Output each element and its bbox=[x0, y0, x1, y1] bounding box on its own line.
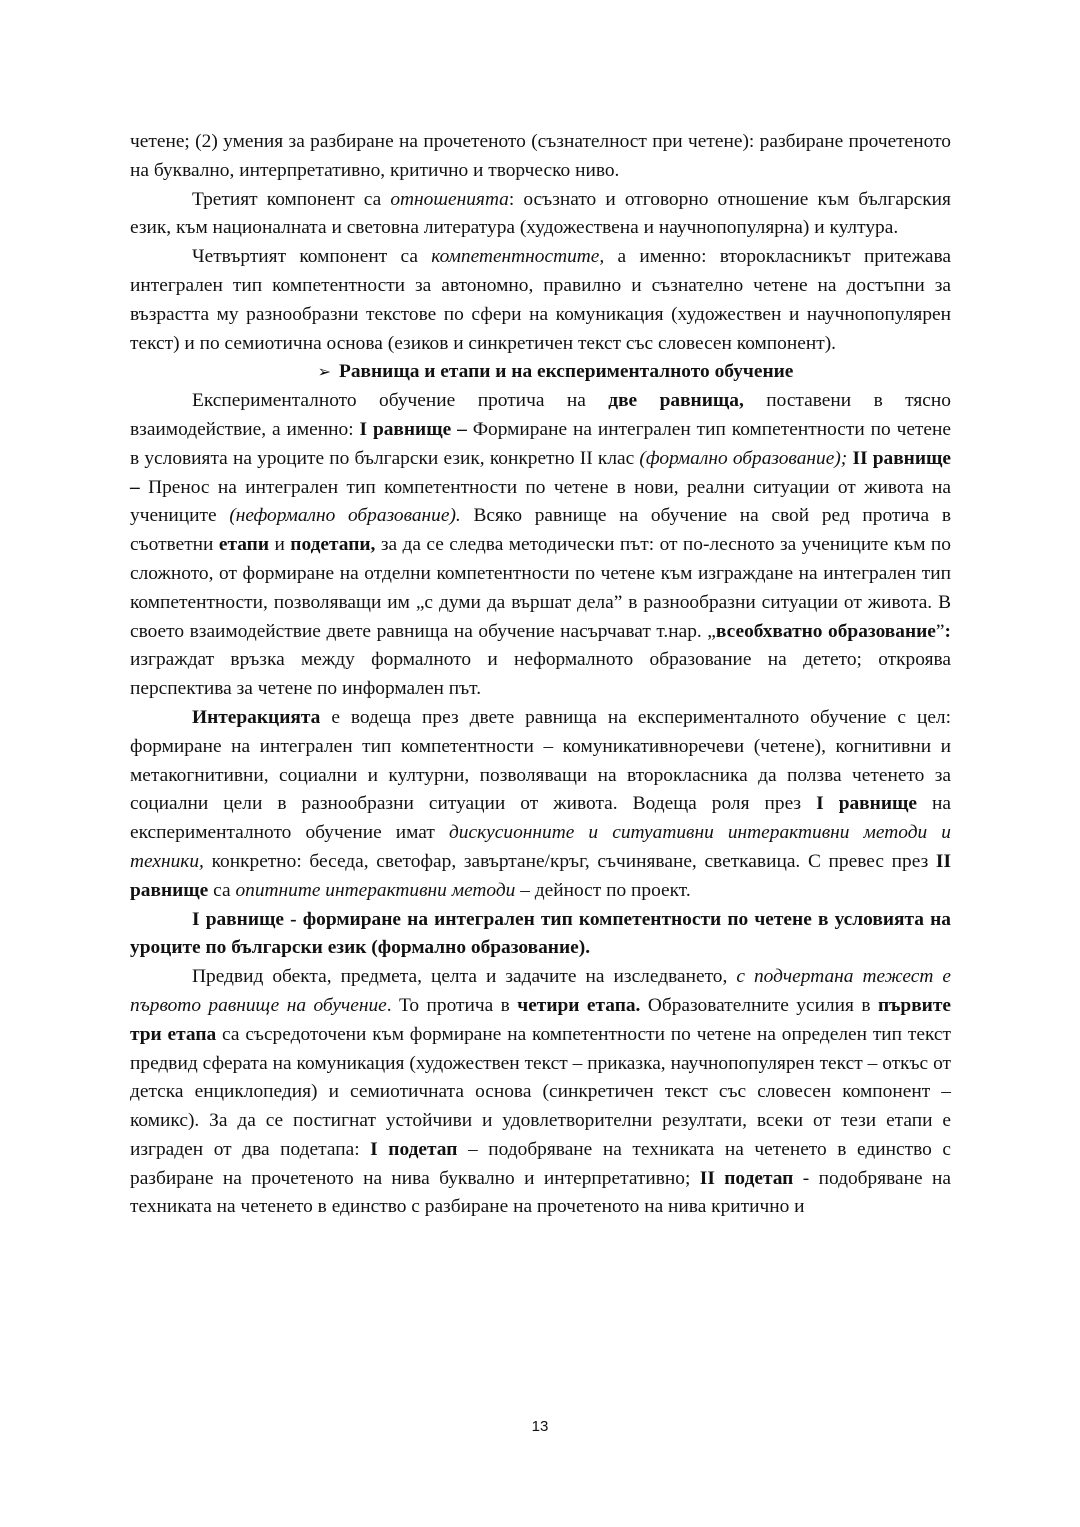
paragraph-3-text-c: а именно: второкласникът притежава интегрален тип компетентности за автономно, правилно и съзнателно четене на достъпни за възрастта му разнообразни текстове по сфери на комуникация (художествен и научнопопулярен текст) и по семиотична основа (езиков и синкретичен текст със словесен компонент). bbox=[130, 246, 951, 354]
p6-b4: II подетап bbox=[699, 1167, 794, 1189]
p5-t5: – дейност по проект. bbox=[515, 879, 691, 901]
p4-b6: всеобхватно образование bbox=[715, 620, 936, 642]
section-heading-level-one bbox=[130, 906, 951, 964]
p6-t6: - подобряване на техниката на четенето в единство с разбиране на прочетеното на нива критично и bbox=[130, 1167, 952, 1218]
p5-b1: Интеракцията bbox=[192, 706, 321, 728]
p4-b1: две равнища, bbox=[608, 390, 744, 412]
p6-b1: четири етапа. bbox=[517, 994, 641, 1016]
p6-t3: Образователните усилия в bbox=[640, 994, 878, 1016]
p4-b3: II равнище – bbox=[130, 447, 951, 498]
p4-t10: изграждат връзка между формалното и неформалното образование на детето; откроява перспектива за четене по информален път. bbox=[130, 649, 951, 700]
p4-t6: Всяко равнище на обучение на свой ред протича в съответни bbox=[130, 505, 951, 556]
p5-t1: е водеща през двете равнища на експерименталното обучение с цел: формиране на интегрален тип компетентности – комуникативноречеви (четене), когнитивни и метакогнитивни, социални и културни, позволяващи на второкласника да ползва четенето за социални цели в разнообразни ситуации от живота. Водеща роля през bbox=[130, 706, 951, 815]
p4-b2: I равнище – bbox=[359, 418, 467, 440]
p4-t1: Експерименталното обучение протича на bbox=[192, 390, 609, 412]
paragraph-2-text-c: : осъзнато и отговорно отношение към българския език, към националната и световна литература (художествена и научнопопулярна) и култура. bbox=[130, 188, 951, 239]
paragraph-5 bbox=[130, 704, 951, 906]
p6-t1: Предвид обекта, предмета, целта и задачите на изследването, bbox=[192, 966, 737, 988]
p4-t8: за да се следва методически път: от по-лесното за учениците към по сложното, от формиране на отделни компетентности по четене към изграждане на интегрален тип компетентности, позволяващи им „с думи да вършат дела” в разнообразни ситуации от живота. В своето взаимодействие двете равнища на обучение насърчават т.нар. „ bbox=[130, 534, 951, 642]
p5-t2: на експерименталното обучение имат bbox=[130, 793, 951, 844]
p4-i1: (формално образование); bbox=[639, 447, 848, 469]
paragraph-1-text: четене; (2) умения за разбиране на прочетеното (съзнателност при четене): разбиране прочетеното на буквално, интерпретативно, критично и творческо ниво. bbox=[130, 131, 951, 181]
page-number: 13 bbox=[531, 1418, 549, 1435]
p4-t9: ” bbox=[935, 620, 945, 642]
paragraph-3-italic: компетентностите, bbox=[431, 246, 605, 268]
p6-b2: първите три етапа bbox=[130, 994, 951, 1045]
p6-t4: са съсредоточени към формиране на компетентности по четене на определен тип текст предвид сферата на комуникация (художествен текст – приказка, научнопопулярен текст – откъс от детска енциклопедия) и семиотичната основа (синкретичен текст със словесен компонент – комикс). За да се постигнат устойчиви и удовлетворителни резултати, всеки от тези етапи е изграден от два подетапа: bbox=[130, 1023, 951, 1160]
p6-b3: I подетап bbox=[370, 1138, 458, 1160]
paragraph-1 bbox=[130, 128, 951, 186]
p4-t3: Формиране на интегрален тип компетентности по четене в условията на уроците по български език, конкретно II клас bbox=[130, 418, 951, 469]
document-page bbox=[130, 128, 951, 1222]
section-heading-levels bbox=[130, 358, 951, 387]
p4-i2: (неформално образование). bbox=[229, 505, 461, 527]
p4-b5: подетапи, bbox=[290, 534, 376, 556]
paragraph-2-text-a: Третият компонент са bbox=[192, 188, 391, 210]
p5-t4: са bbox=[208, 879, 236, 901]
p5-t3: конкретно: беседа, светофар, завъртане/кръг, съчиняване, светкавица. С превес през bbox=[203, 850, 936, 872]
p6-t5: – подобряване на техниката на четенето в единство с разбиране на прочетеното на нива буквално и интерпретативно; bbox=[130, 1138, 951, 1189]
p5-i2: опитните интерактивни методи bbox=[235, 879, 516, 901]
paragraph-3-text-a: Четвъртият компонент са bbox=[192, 246, 432, 268]
section-heading-level-one-text: I равнище - формиране на интегрален тип компетентности по четене в условията на уроците по български език (формално образование). bbox=[130, 908, 951, 959]
p4-b4: етапи bbox=[218, 534, 270, 556]
paragraph-2 bbox=[130, 186, 951, 244]
p6-t2: . То протича в bbox=[386, 994, 518, 1016]
p5-b3: II равнище bbox=[130, 850, 951, 901]
p4-t5: Пренос на интегрален тип компетентности по четене в нови, реални ситуации от живота на учениците bbox=[130, 476, 951, 527]
paragraph-6 bbox=[130, 963, 951, 1222]
p5-b2: I равнище bbox=[816, 793, 917, 815]
p4-b7: : bbox=[944, 620, 951, 642]
section-heading-text: Равнища и етапи и на експерименталното обучение bbox=[338, 361, 794, 383]
arrow-bullet-icon: ➢ bbox=[317, 362, 331, 382]
p5-i1: дискусионните и ситуативни интерактивни методи и техники, bbox=[130, 822, 951, 872]
paragraph-2-italic: отношенията bbox=[390, 188, 509, 210]
p4-t7: и bbox=[269, 534, 291, 556]
paragraph-3 bbox=[130, 243, 951, 358]
p4-t2: поставени в тясно взаимодействие, а именно: bbox=[130, 390, 951, 440]
paragraph-4 bbox=[130, 387, 951, 704]
p6-i1: с подчертана тежест е първото равнище на обучение bbox=[130, 966, 951, 1016]
